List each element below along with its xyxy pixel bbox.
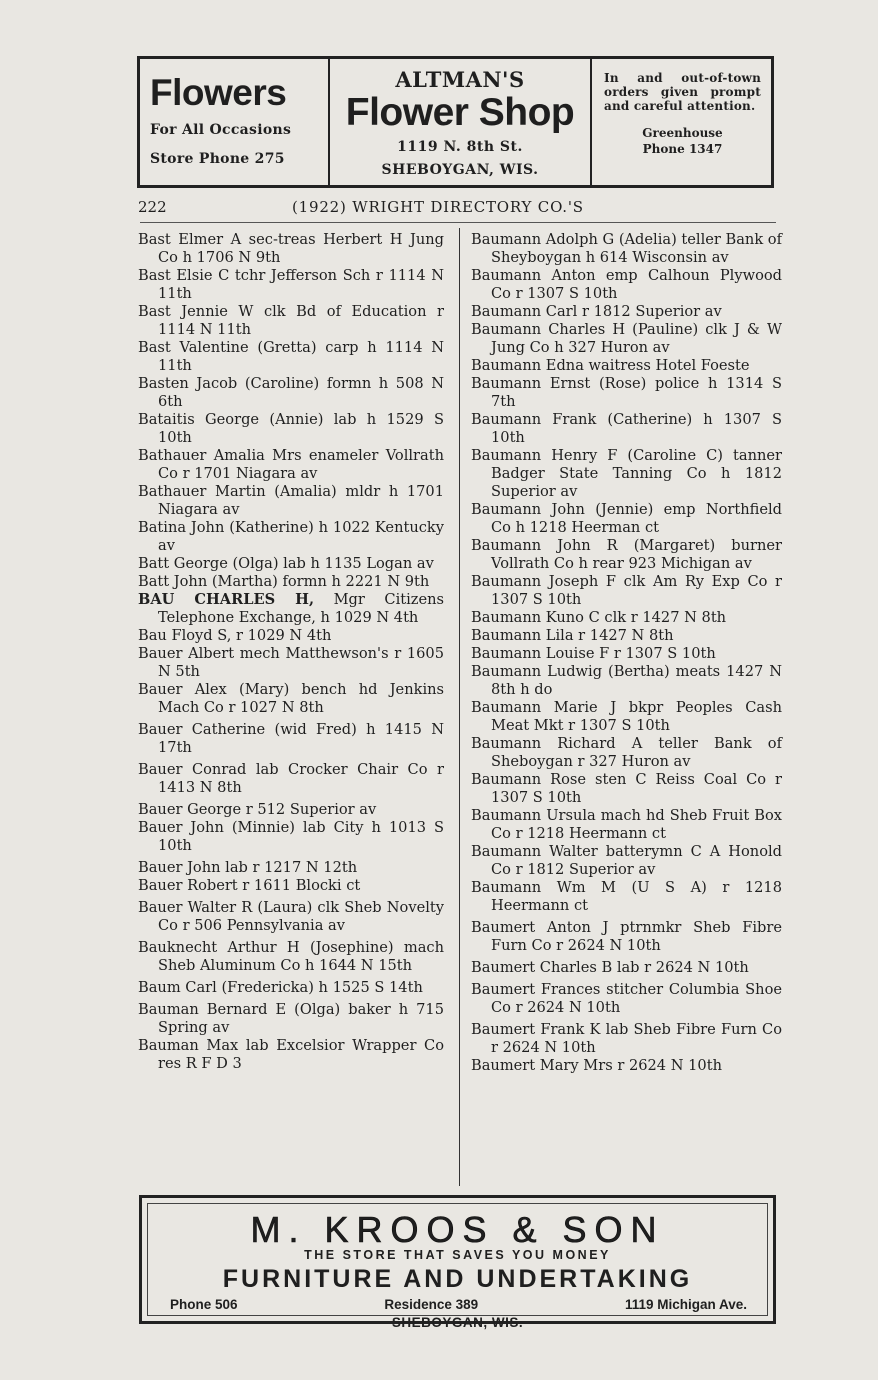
directory-entry-text: Baumann John (Jennie) emp Northfield Co h 1218 Heerman ct <box>471 501 782 536</box>
ad-kroos-city: SHEBOYGAN, WIS. <box>391 1315 524 1330</box>
directory-entry <box>138 267 444 303</box>
ad-shop-address: 1119 N. 8th St. <box>397 139 523 155</box>
ad-greenhouse-phone: Phone 1347 <box>642 142 723 156</box>
directory-entry <box>138 681 444 717</box>
directory-entry-text: Bauman Max lab Excelsior Wrapper Co res R F D 3 <box>138 1037 444 1072</box>
directory-entry-text: Baumann Ursula mach hd Sheb Fruit Box Co r 1218 Heermann ct <box>471 807 782 842</box>
directory-entry <box>138 591 444 627</box>
bottom-ad-inner-frame <box>147 1203 768 1330</box>
directory-entry <box>138 411 444 447</box>
directory-entry-text: Bathauer Amalia Mrs enameler Vollrath Co r 1701 Niagara av <box>138 447 444 482</box>
directory-entry <box>471 843 782 879</box>
bottom-advertisement <box>139 1195 776 1330</box>
directory-entry-text: Batt George (Olga) lab h 1135 Logan av <box>138 555 434 572</box>
directory-entry-text: Batina John (Katherine) h 1022 Kentucky av <box>138 519 444 554</box>
ad-greenhouse-label: Greenhouse <box>642 126 723 140</box>
directory-entry <box>471 959 782 977</box>
directory-entry <box>471 879 782 915</box>
left-column <box>138 231 444 1073</box>
directory-entry-text: Bau Floyd S, r 1029 N 4th <box>138 627 332 644</box>
directory-entry-text: Baumann Edna waitress Hotel Foeste <box>471 357 750 374</box>
top-advertisement <box>137 56 774 188</box>
directory-entry-text: Baumert Charles B lab r 2624 N 10th <box>471 959 749 976</box>
directory-entry <box>138 801 444 819</box>
directory-entry <box>138 1037 444 1073</box>
directory-entry <box>138 573 444 591</box>
directory-entry <box>138 979 444 997</box>
directory-entry <box>471 573 782 609</box>
directory-entry <box>138 859 444 877</box>
directory-entry <box>138 819 444 855</box>
directory-entry-text: Mgr Citizens Telephone Exchange, h 1029 N 4th <box>158 591 444 626</box>
directory-entry-text: Bathauer Martin (Amalia) mldr h 1701 Niagara av <box>138 483 444 518</box>
directory-entry-text: Bauer Catherine (wid Fred) h 1415 N 17th <box>138 721 444 756</box>
directory-entry <box>471 357 782 375</box>
directory-entry <box>138 645 444 681</box>
directory-entry-text: Bauer Alex (Mary) bench hd Jenkins Mach Co r 1027 N 8th <box>138 681 444 716</box>
ad-orders-panel <box>592 59 771 185</box>
directory-entry <box>471 1021 782 1057</box>
ad-greenhouse <box>604 125 761 157</box>
directory-entry <box>138 555 444 573</box>
directory-entry-text: Baumann Richard A teller Bank of Sheboygan r 327 Huron av <box>471 735 782 770</box>
directory-entry <box>471 411 782 447</box>
ad-orders-note: In and out-of-town orders given prompt and careful attention. <box>604 71 761 113</box>
directory-entry <box>471 537 782 573</box>
directory-entry-text: Bauer Robert r 1611 Blocki ct <box>138 877 361 894</box>
directory-entry <box>471 447 782 501</box>
directory-entry-text: Bauer Albert mech Matthewson's r 1605 N 5th <box>138 645 444 680</box>
directory-entry <box>138 1001 444 1037</box>
directory-entry <box>471 267 782 303</box>
ad-shop-name: Flower Shop <box>345 91 575 134</box>
directory-entry-text: Baumann Wm M (U S A) r 1218 Heermann ct <box>471 879 782 914</box>
directory-entry <box>138 375 444 411</box>
directory-entry-text: Baumann Kuno C clk r 1427 N 8th <box>471 609 727 626</box>
directory-entry-text: Baumann Lila r 1427 N 8th <box>471 627 674 644</box>
directory-entry-text: Baumann Louise F r 1307 S 10th <box>471 645 716 662</box>
ad-kroos-residence: Residence 389 <box>384 1297 479 1312</box>
ad-shop-panel <box>330 59 592 185</box>
ad-shop-city: SHEBOYGAN, WIS. <box>381 162 539 178</box>
directory-entry <box>471 663 782 699</box>
directory-entry <box>138 303 444 339</box>
directory-entry <box>138 339 444 375</box>
directory-entry-text: Baumann Ludwig (Bertha) meats 1427 N 8th h do <box>471 663 782 698</box>
directory-entry-text: Baumann Carl r 1812 Superior av <box>471 303 722 320</box>
directory-entry-text: Basten Jacob (Caroline) formn h 508 N 6th <box>138 375 444 410</box>
directory-entry <box>471 321 782 357</box>
page-number: 222 <box>138 198 167 216</box>
ad-flowers-phone: Store Phone 275 <box>150 151 285 167</box>
directory-entry <box>471 1057 782 1075</box>
directory-entry <box>138 483 444 519</box>
directory-entry-text: Bast Elmer A sec-treas Herbert H Jung Co h 1706 N 9th <box>138 231 444 266</box>
directory-entry-text: Baumann Rose sten C Reiss Coal Co r 1307 S 10th <box>471 771 782 806</box>
directory-entry <box>138 877 444 895</box>
directory-entry-text: Bast Valentine (Gretta) carp h 1114 N 11th <box>138 339 444 374</box>
ad-shop-owner: ALTMAN'S <box>395 67 525 92</box>
directory-entry <box>471 303 782 321</box>
directory-entry <box>138 939 444 975</box>
directory-entry-text: Bauer Conrad lab Crocker Chair Co r 1413 N 8th <box>138 761 444 796</box>
directory-entry-text: Bast Jennie W clk Bd of Education r 1114 N 11th <box>138 303 444 338</box>
directory-entry-text: Baumann Frank (Catherine) h 1307 S 10th <box>471 411 782 446</box>
directory-entry-text: Baumann Adolph G (Adelia) teller Bank of Sheyboygan h 614 Wisconsin av <box>471 231 782 266</box>
directory-entry <box>138 899 444 935</box>
directory-entry-text: Baumann Joseph F clk Am Ry Exp Co r 1307 S 10th <box>471 573 782 608</box>
directory-entry <box>471 609 782 627</box>
ad-kroos-business: FURNITURE AND UNDERTAKING <box>222 1265 693 1293</box>
directory-entry <box>471 919 782 955</box>
directory-entry-text: Baumert Anton J ptrnmkr Sheb Fibre Furn Co r 2624 N 10th <box>471 919 782 954</box>
directory-entry-text: Baumann Ernst (Rose) police h 1314 S 7th <box>471 375 782 410</box>
directory-entry-text: Baumann Anton emp Calhoun Plywood Co r 1307 S 10th <box>471 267 782 302</box>
ad-flowers-panel <box>140 59 330 185</box>
column-divider <box>459 228 460 1186</box>
ad-flowers-title: Flowers <box>150 72 287 113</box>
directory-entry <box>471 501 782 537</box>
running-head: (1922) WRIGHT DIRECTORY CO.'S <box>292 198 584 216</box>
directory-entry <box>471 627 782 645</box>
directory-entry <box>471 735 782 771</box>
directory-entry <box>471 981 782 1017</box>
directory-entry-text: Bauer John lab r 1217 N 12th <box>138 859 358 876</box>
directory-entry-text: Batt John (Martha) formn h 2221 N 9th <box>138 573 430 590</box>
directory-entry <box>138 519 444 555</box>
directory-entry <box>471 375 782 411</box>
directory-entry <box>471 645 782 663</box>
ad-kroos-name: M. KROOS & SON <box>250 1209 665 1250</box>
directory-entry-text: Baumert Frank K lab Sheb Fibre Furn Co r 2624 N 10th <box>471 1021 782 1056</box>
directory-entry <box>471 771 782 807</box>
directory-entry <box>138 627 444 645</box>
directory-entry-text: Bauer Walter R (Laura) clk Sheb Novelty Co r 506 Pennsylvania av <box>138 899 444 934</box>
directory-entry <box>471 807 782 843</box>
directory-entry-text: Baumann Charles H (Pauline) clk J & W Jung Co h 327 Huron av <box>471 321 782 356</box>
directory-entry <box>138 721 444 757</box>
directory-entry-text: Baumert Mary Mrs r 2624 N 10th <box>471 1057 722 1074</box>
directory-entry <box>138 761 444 797</box>
directory-entry-text: Baumann Marie J bkpr Peoples Cash Meat Mkt r 1307 S 10th <box>471 699 782 734</box>
directory-entry-text: Bauer John (Minnie) lab City h 1013 S 10th <box>138 819 444 854</box>
directory-entry-text: Baumann John R (Margaret) burner Vollrath Co h rear 923 Michigan av <box>471 537 782 572</box>
directory-entry-text: Baumann Walter batterymn C A Honold Co r 1812 Superior av <box>471 843 782 878</box>
directory-entry-text: Bauman Bernard E (Olga) baker h 715 Spring av <box>138 1001 444 1036</box>
directory-entry-name: BAU CHARLES H, <box>138 591 315 608</box>
directory-entry <box>471 699 782 735</box>
directory-entry-text: Bast Elsie C tchr Jefferson Sch r 1114 N 11th <box>138 267 444 302</box>
directory-entry-text: Bauer George r 512 Superior av <box>138 801 377 818</box>
directory-entry-text: Baum Carl (Fredericka) h 1525 S 14th <box>138 979 423 996</box>
ad-kroos-tagline: THE STORE THAT SAVES YOU MONEY <box>304 1248 611 1262</box>
header-rule <box>140 222 776 223</box>
directory-entry <box>471 231 782 267</box>
directory-entry <box>138 231 444 267</box>
directory-entry-text: Bataitis George (Annie) lab h 1529 S 10th <box>138 411 444 446</box>
directory-entry <box>138 447 444 483</box>
right-column <box>471 231 782 1075</box>
directory-entry-text: Baumann Henry F (Caroline C) tanner Badger State Tanning Co h 1812 Superior av <box>471 447 782 500</box>
ad-kroos-phone: Phone 506 <box>170 1297 238 1312</box>
ad-flowers-occasions: For All Occasions <box>150 122 292 138</box>
directory-entry-text: Baumert Frances stitcher Columbia Shoe Co r 2624 N 10th <box>471 981 782 1016</box>
ad-kroos-contact <box>148 1296 767 1314</box>
directory-entry-text: Bauknecht Arthur H (Josephine) mach Sheb Aluminum Co h 1644 N 15th <box>138 939 444 974</box>
ad-kroos-address: 1119 Michigan Ave. <box>624 1297 747 1312</box>
